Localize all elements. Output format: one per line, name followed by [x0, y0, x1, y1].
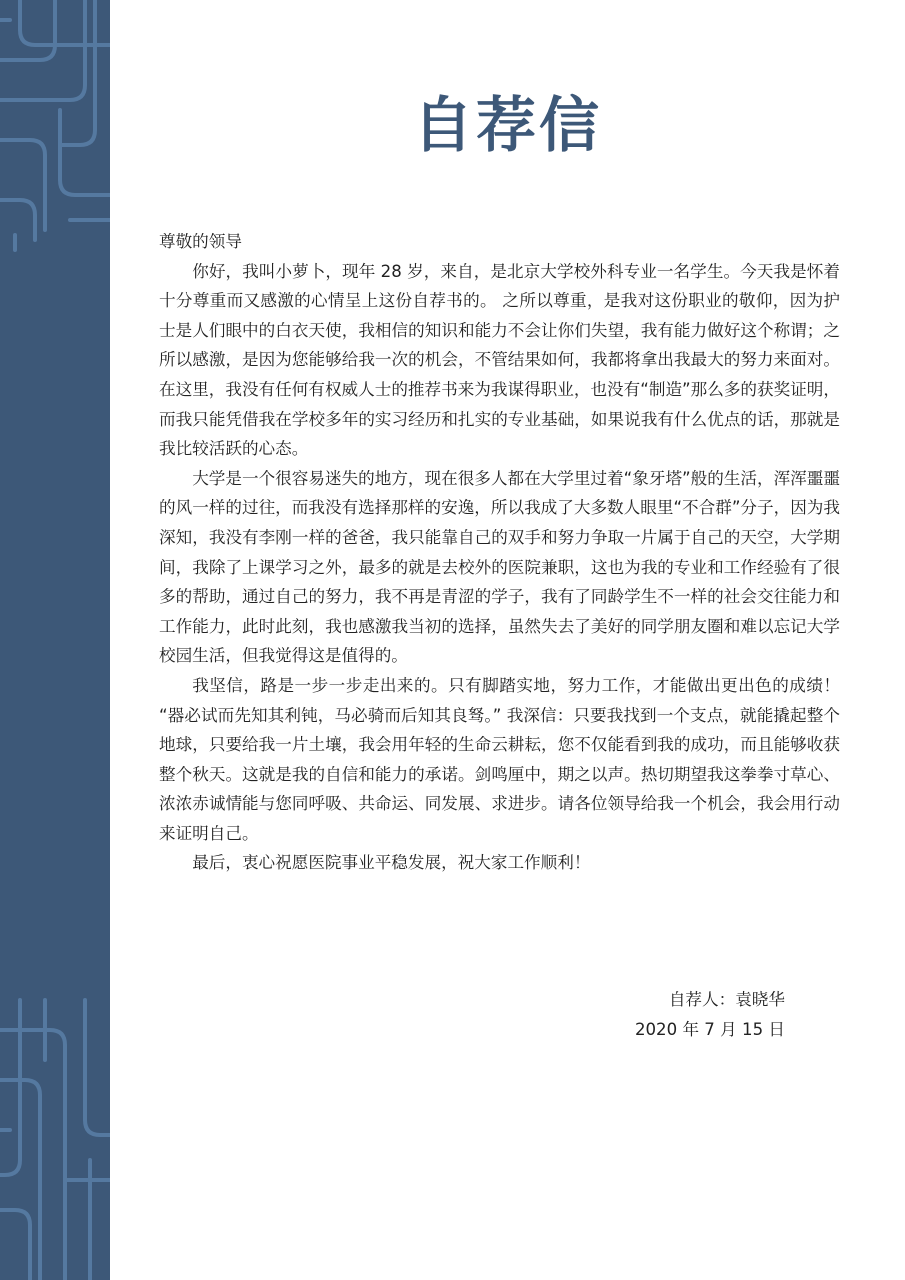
signature-date: 2020 年 7 月 15 日	[634, 1019, 785, 1039]
page-title: 自荐信	[413, 91, 602, 161]
paragraph-closing: 最后，衷心祝愿医院事业平稳发展，祝大家工作顺利！	[192, 853, 591, 873]
signature-block	[530, 985, 785, 1044]
signature-name: 自荐人：袁晓华	[668, 990, 785, 1009]
salutation: 尊敬的领导	[159, 232, 242, 251]
letter-body	[159, 227, 840, 878]
letter-page	[110, 0, 905, 1280]
circuit-pattern-icon	[0, 0, 110, 1280]
decorative-sidebar	[0, 0, 110, 1280]
paragraph-university: 大学是一个很容易迷失的地方，现在很多人都在大学里过着“象牙塔”般的生活，浑浑噩噩的风一样的过往，而我没有选择那样的安逸，所以我成了大多数人眼里“不合群”分子，因为我深知，我没有李刚一样的爸爸，我只能靠自己的双手和努力争取一片属于自己的天空，大学期间，我除了上课学习之外，最多的就是去校外的医院兼职，这也为我的专业和工作经验有了很多的帮助，通过自己的努力，我不再是青涩的学子，我有了同龄学生不一样的社会交往能力和工作能力，此时此刻，我也感激我当初的选择，虽然失去了美好的同学朋友圈和难以忘记大学校园生活，但我觉得这是值得的。	[159, 468, 840, 666]
paragraph-intro: 你好，我叫小萝卜，现年 28 岁，来自，是北京大学校外科专业一名学生。今天我是怀着十分尊重而又感激的心情呈上这份自荐书的。 之所以尊重，是我对这份职业的敬仰，因为护士是人们眼中的白衣天使，我相信的知识和能力不会让你们失望，我有能力做好这个称谓；之所以感激，是因为您能够给我一次的机会，不管结果如何，我都将拿出我最大的努力来面对。在这里，我没有任何有权威人士的推荐书来为我谋得职业，也没有“制造”那么多的获奖证明，而我只能凭借我在学校多年的实习经历和扎实的专业基础，如果说我有什么优点的话，那就是我比较活跃的心态。	[159, 261, 840, 459]
paragraph-belief: 我坚信，路是一步一步走出来的。只有脚踏实地，努力工作，才能做出更出色的成绩！ “器必试而先知其利钝，马必骑而后知其良驽。” 我深信：只要我找到一个支点，就能撬起整个地球，只要给我一片土壤，我会用年轻的生命云耕耘，您不仅能看到我的成功，而且能够收获整个秋天。这就是我的自信和能力的承诺。剑鸣厘中，期之以声。热切期望我这拳拳寸草心、浓浓赤诚情能与您同呼吸、共命运、同发展、求进步。请各位领导给我一个机会，我会用行动来证明自己。	[159, 675, 840, 843]
